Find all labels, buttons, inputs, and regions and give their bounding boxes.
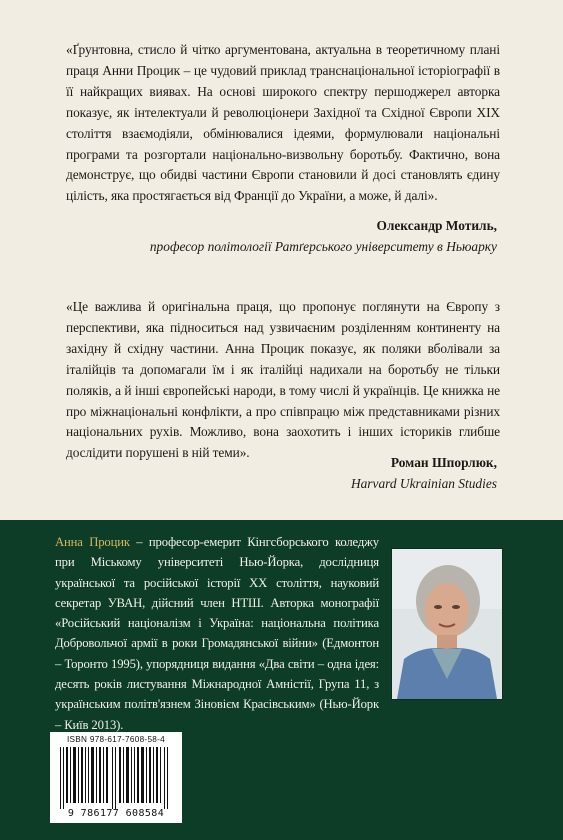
review-quote-2: «Це важлива й оригінальна праця, що пропонує поглянути на Європу з перспективи, яка підноситься над узвичаєним розділенням континенту на західну й східну частини. Анна Процик показує, як поляки вболівали за італійців та допомагали їм і як італійці надихали на боротьбу не тільки поляків, а й інші європейські народи, в тому числі й українців. Це книжка не про міжнаціональні конфлікти, а про співпрацю між представниками різних національних рухів. Можливо, вона заохотить і інших істориків глибше дослідити порушені в ній теми». (66, 299, 500, 461)
author-bio-name: Анна Процик (55, 535, 130, 549)
review-author-1 (63, 216, 497, 258)
review-author-name-1: Олександр Мотиль, (376, 218, 497, 233)
author-bio-text: – професор-емерит Кінгсборського коледжу при Міському університеті Нью-Йорка, дослідниця української та російської історії XX століття, науковий секретар УВАН, дійсний член НТШ. Авторка монографії «Російський націоналізм і Україна: національна політика Добровольчої армії в роки Громадянської війни» (Едмонтон – Торонто 1995), упорядниця видання «Два світи – одна ідея: десять років листування Міжнародної Амністії, Група 11, з українським політв'язнем Зіновієм Красівським» (Нью-Йорк – Київ 2013). (55, 535, 379, 732)
author-portrait-image (392, 549, 502, 699)
author-photo (391, 548, 503, 700)
isbn-digits: 9 786177 608584 (67, 808, 165, 819)
review-author-role-2: Harvard Ukrainian Studies (350, 475, 497, 491)
review-quote-1: «Ґрунтовна, стисло й чітко аргументована, актуальна в теоретичному плані праця Анни Процик – це чудовий приклад транснаціональної історіографії в її найкращих виявах. На основі широкого спектру першоджерел авторка показує, як інтелектуали й революціонери Західної та Східної Європи XIX століття взаємодіяли, обмінювалися ідеями, формулювали національні програми та розгортали національно-визвольну боротьбу. Фактично, вона демонструє, що обидві частини Європи становили й досі становлять єдину цілість, яка простягається від Франції до України, а може, й далі». (66, 42, 500, 204)
review-author-name-2: Роман Шпорлюк, (390, 455, 497, 470)
author-bio (55, 532, 379, 735)
barcode-bars (56, 747, 176, 809)
review-author-role-1: професор політології Ратґерського університету в Ньюарку (149, 238, 497, 254)
isbn-barcode (50, 732, 182, 823)
review-author-2 (63, 453, 497, 495)
author-bio-panel (0, 520, 563, 840)
isbn-label: ISBN 978-617-7608-58-4 (66, 735, 166, 744)
